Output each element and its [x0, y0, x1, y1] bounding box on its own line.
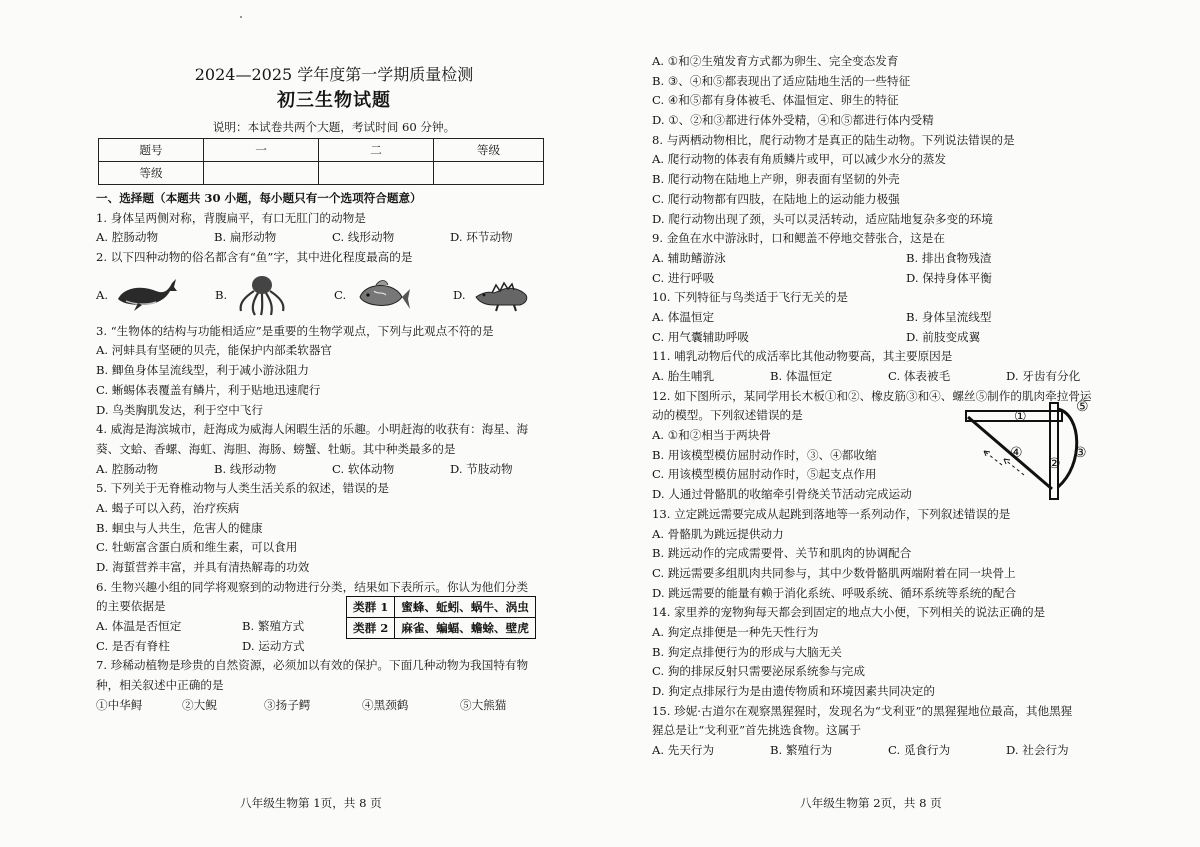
score-cell: 一: [204, 139, 319, 162]
option-letter: D.: [453, 287, 466, 302]
question-stem: 猩总是让“戈利亚”首先挑选食物。这属于: [652, 723, 861, 738]
muscle-bone-model-diagram: [964, 395, 1094, 503]
option: A. 骨骼肌为跳远提供动力: [652, 526, 784, 541]
option: A. 爬行动物的体表有角质鳞片或甲，可以减少水分的蒸发: [652, 152, 946, 167]
label-4: ④: [1010, 444, 1023, 461]
question-stem: 6. 生物兴趣小组的同学将观察到的动物进行分类，结果如下表所示。你认为他们分类: [96, 579, 529, 594]
option: D. 跳远需要的能量有赖于消化系统、呼吸系统、循环系统等系统的配合: [652, 585, 1017, 600]
option: B. 线形动物: [214, 461, 277, 476]
whale-icon: [116, 275, 178, 315]
option: D. 保持身体平衡: [906, 270, 992, 285]
option: C. ④和⑤都有身体被毛、体温恒定、卵生的特征: [652, 93, 899, 108]
score-cell: 题号: [99, 139, 204, 162]
option: A. 蝎子可以入药，治疗疾病: [96, 500, 240, 515]
crocodile-icon: [474, 275, 534, 315]
option: B. 排出食物残渣: [906, 250, 992, 265]
exam-page-2: [600, 0, 1200, 847]
option-row: [96, 460, 572, 480]
option-row: [652, 328, 1160, 348]
label-2: ②: [1048, 455, 1061, 472]
option: D. 前肢变成翼: [906, 329, 981, 344]
option: B. 用该模型模仿屈肘动作时，③、④都收缩: [652, 447, 877, 462]
option: B. 扁形动物: [214, 230, 277, 245]
option: A. 河蚌具有坚硬的贝壳，能保护内部柔软器官: [96, 343, 333, 358]
score-table-grade-row: [99, 162, 544, 185]
option: B. 体温恒定: [770, 369, 833, 383]
option: A. ①和②生殖发育方式都为卵生、完全变态发育: [652, 54, 899, 68]
table-cell: 麻雀、蝙蝠、蟾蜍、壁虎: [395, 617, 536, 638]
exam-instructions: 说明：本试卷共两个大题，考试时间 60 分钟。: [212, 120, 456, 134]
table-cell: 类群 2: [347, 617, 395, 638]
board-2: [1050, 403, 1058, 499]
option-whale: [96, 275, 215, 315]
option: D. 环节动物: [450, 230, 513, 245]
exam-title: 2024—2025 学年度第一学期质量检测: [194, 65, 474, 84]
option: D. 爬行动物出现了颈，头可以灵活转动，适应陆地复杂多变的环境: [652, 211, 993, 226]
option-fish: [334, 275, 453, 315]
question-stem: 葵、文蛤、香螺、海虹、海胆、海肠、螃蟹、牡蛎。其中种类最多的是: [96, 441, 456, 456]
image-option-row: [96, 268, 572, 322]
option: A. 先天行为: [652, 743, 715, 758]
option: C. 爬行动物都有四肢，在陆地上的运动能力极强: [652, 191, 900, 206]
question-stem: 1. 身体呈两侧对称，背腹扁平，有口无肛门的动物是: [96, 210, 366, 225]
option: A. 狗定点排便是一种先天性行为: [652, 624, 819, 639]
option: A. 体温是否恒定: [96, 619, 182, 634]
page-footer: 八年级生物第 1页，共 8 页: [240, 796, 382, 810]
option: C. 线形动物: [332, 230, 395, 245]
option-stonefish: [453, 275, 572, 315]
page-footer: 八年级生物第 2页，共 8 页: [800, 796, 942, 810]
table-row: [347, 596, 536, 617]
octopus-icon: [235, 273, 289, 317]
score-table-header-row: [99, 139, 544, 162]
option: B. 鲫鱼身体呈流线型，利于减小游泳阻力: [96, 363, 309, 378]
score-cell-empty: [319, 162, 434, 185]
score-cell-empty: [204, 162, 319, 185]
option: C. 软体动物: [332, 461, 395, 476]
option: C. 是否有脊柱: [96, 638, 170, 653]
table-cell: 蜜蜂、蚯蚓、蜗牛、涡虫: [395, 596, 536, 617]
option-row: [652, 367, 1160, 387]
option: C. 牡蛎富含蛋白质和维生素，可以食用: [96, 540, 298, 555]
question-stem: 10. 下列特征与鸟类适于飞行无关的是: [652, 290, 849, 305]
option-letter: A.: [96, 287, 109, 302]
question-stem: 4. 威海是海滨城市，赶海成为威海人闲暇生活的乐趣。小明赶海的收获有：海星、海: [96, 422, 529, 437]
scan-dot: [240, 16, 242, 18]
score-table: [98, 138, 544, 185]
section-heading: 一、选择题（本题共 30 小题，每小题只有一个选项符合题意）: [96, 191, 422, 205]
table-cell: 类群 1: [347, 596, 395, 617]
option: C. 用气囊辅助呼吸: [652, 329, 749, 344]
question-stem: 14. 家里养的宠物狗每天都会到固定的地点大小便，下列相关的说法正确的是: [652, 605, 1046, 620]
option: B. 蛔虫与人共生，危害人的健康: [96, 520, 263, 535]
table-row: [347, 617, 536, 638]
question-12: [652, 387, 1160, 505]
question-stem: 5. 下列关于无脊椎动物与人类生活关系的叙述，错误的是: [96, 481, 389, 496]
question-stem: 12. 如下图所示，某同学用长木板①和②、橡皮筋③和④、螺丝⑤制作的肌肉牵拉骨运: [652, 388, 1092, 403]
option: D. 社会行为: [1006, 743, 1069, 758]
option: D. 运动方式: [242, 638, 305, 653]
option-row: [652, 249, 1160, 269]
option: A. 辅助鳍游泳: [652, 250, 726, 265]
option-octopus: [215, 273, 334, 317]
option: C. 蜥蜴体表覆盖有鳞片，利于贴地迅速爬行: [96, 382, 321, 397]
option: C. 狗的排尿反射只需要泌尿系统参与完成: [652, 664, 865, 679]
option-letter: B.: [215, 287, 228, 302]
option-row: [96, 228, 572, 248]
option-row: [652, 741, 1160, 761]
option: D. 海蜇营养丰富，并具有清热解毒的功效: [96, 560, 310, 574]
score-cell: 等级: [99, 162, 204, 185]
option: A. 体温恒定: [652, 309, 715, 324]
species-item: ⑤大熊猫: [460, 697, 507, 712]
species-item: ③扬子鳄: [264, 697, 311, 712]
option: A. 腔肠动物: [96, 461, 159, 476]
carp-icon: [354, 275, 410, 315]
question-stem: 种，相关叙述中正确的是: [96, 678, 224, 693]
classification-table: [346, 596, 536, 639]
option: B. 跳远动作的完成需要骨、关节和肌肉的协调配合: [652, 546, 912, 561]
score-cell: 等级: [434, 139, 544, 162]
option: B. 身体呈流线型: [906, 309, 992, 324]
question-stem: 15. 珍妮·古道尔在观察黑猩猩时，发现名为“戈利亚”的黑猩猩地位最高，其他黑猩: [652, 703, 1073, 718]
score-cell: 二: [319, 139, 434, 162]
option: D. 狗定点排尿行为是由遗传物质和环境因素共同决定的: [652, 684, 935, 698]
question-stem: 的主要依据是: [96, 599, 166, 614]
label-3: ③: [1074, 444, 1087, 461]
question-stem: 动的模型。下列叙述错误的是: [652, 408, 803, 423]
question-stem: 11. 哺乳动物后代的成活率比其他动物要高，其主要原因是: [652, 349, 953, 364]
species-item: ②大鲵: [182, 697, 217, 712]
option: A. ①和②相当于两块骨: [652, 428, 771, 443]
option-row: [652, 308, 1160, 328]
question-stem: 8. 与两栖动物相比，爬行动物才是真正的陆生动物。下列说法错误的是: [652, 132, 1015, 147]
option: C. 用该模型模仿屈肘动作时，⑤起支点作用: [652, 467, 877, 482]
option: C. 进行呼吸: [652, 270, 715, 285]
option: C. 跳远需要多组肌肉共同参与，其中少数骨骼肌两端附着在同一块骨上: [652, 565, 1016, 580]
option: B. 繁殖方式: [242, 619, 305, 634]
option: A. 腔肠动物: [96, 230, 159, 245]
exam-subtitle: 初三生物试题: [277, 90, 391, 111]
option: C. 体表被毛: [888, 369, 951, 383]
score-cell-empty: [434, 162, 544, 185]
label-5: ⑤: [1076, 398, 1089, 415]
question-stem: 9. 金鱼在水中游泳时，口和鳃盖不停地交替张合，这是在: [652, 231, 945, 246]
species-row: [96, 696, 572, 716]
option: D. 鸟类胸肌发达，利于空中飞行: [96, 402, 263, 417]
option: B. 繁殖行为: [770, 743, 833, 758]
question-stem: 7. 珍稀动植物是珍贵的自然资源，必须加以有效的保护。下面几种动物为我国特有物: [96, 658, 529, 673]
species-item: ④黑颈鹤: [362, 697, 409, 712]
option: A. 胎生哺乳: [652, 369, 715, 383]
question-stem: 13. 立定跳远需要完成从起跳到落地等一系列动作，下列叙述错误的是: [652, 506, 1011, 521]
option-row: [652, 269, 1160, 289]
question-stem: 3. “生物体的结构与功能相适应”是重要的生物学观点，下列与此观点不符的是: [96, 323, 494, 338]
option: B. 爬行动物在陆地上产卵，卵表面有坚韧的外壳: [652, 172, 900, 187]
option: B. 狗定点排便行为的形成与大脑无关: [652, 644, 842, 659]
option: D. 节肢动物: [450, 461, 513, 476]
option: D. 人通过骨骼肌的收缩牵引骨绕关节活动完成运动: [652, 487, 912, 502]
option: B. ③、④和⑤都表现出了适应陆地生活的一些特征: [652, 73, 911, 88]
species-item: ①中华鲟: [96, 697, 143, 712]
option-row: [96, 637, 572, 657]
label-1: ①: [1014, 408, 1027, 425]
option: D. ①、②和③都进行体外受精，④和⑤都进行体内受精: [652, 113, 934, 128]
question-stem: 2. 以下四种动物的俗名都含有“鱼”字，其中进化程度最高的是: [96, 250, 413, 265]
option: D. 牙齿有分化: [1006, 369, 1081, 383]
option-letter: C.: [334, 287, 347, 302]
option: C. 觅食行为: [888, 743, 951, 758]
question-6: [96, 578, 572, 657]
